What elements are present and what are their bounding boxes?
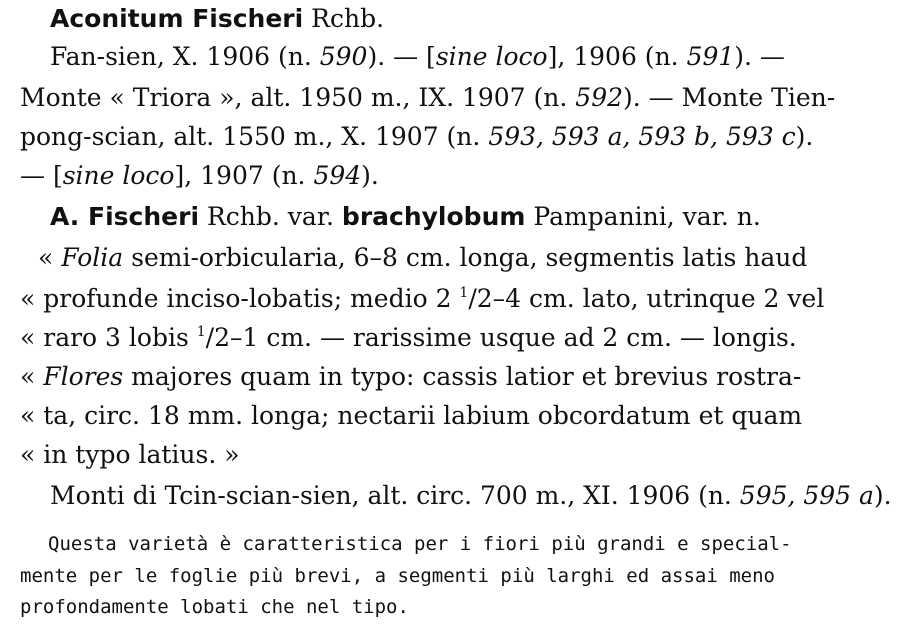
variety-heading: A. Fischeri Rchb. var. brachylobum Pampanini, var. n. [50, 202, 761, 231]
variety-species: A. Fischeri [50, 202, 200, 231]
species-author: Rchb. [311, 4, 385, 33]
diagnosis-line-2: « profunde inciso-lobatis; medio 2 $^1$/2–4 cm. lato, utrinque 2 vel [20, 284, 825, 313]
variety-locality: Monti di Tcin-scian-sien, alt. circ. 700 m., XI. 1906 (n. 595, 595 a). [50, 481, 892, 510]
variety-name: brachylobum [341, 202, 526, 231]
diagnosis-line-1: « Folia semi-orbicularia, 6–8 cm. longa, segmentis latis haud [38, 243, 808, 272]
species-name: Aconitum Fischeri [50, 4, 304, 33]
diagnosis-line-5: « ta, circ. 18 mm. longa; nectarii labium obcordatum et quam [20, 401, 803, 430]
entry1-line-1: Fan-sien, X. 1906 (n. 590). — [sine loco], 1906 (n. 591). — [50, 42, 785, 71]
diagnosis-line-4: « Flores majores quam in typo: cassis latior et brevius rostra- [20, 362, 802, 391]
entry1-line-2: Monte « Triora », alt. 1950 m., IX. 1907 (n. 592). — Monte Tien- [20, 83, 836, 112]
note-line-2: mente per le foglie più brevi, a segmenti più larghi ed assai meno [20, 565, 775, 587]
species-heading [50, 6, 384, 31]
note-line-1: Questa varietà è caratteristica per i fiori più grandi e special- [48, 533, 792, 555]
entry1-line-4: — [sine loco], 1907 (n. 594). [20, 161, 379, 190]
note-line-3: profondamente lobati che nel tipo. [20, 596, 409, 618]
diagnosis-line-3: « raro 3 lobis $^1$/2–1 cm. — rarissime usque ad 2 cm. — longis. [20, 323, 797, 352]
diagnosis-line-6: « in typo latius. » [20, 440, 240, 469]
entry1-line-3: pong-scian, alt. 1550 m., X. 1907 (n. 593, 593 a, 593 b, 593 c). [20, 122, 814, 151]
